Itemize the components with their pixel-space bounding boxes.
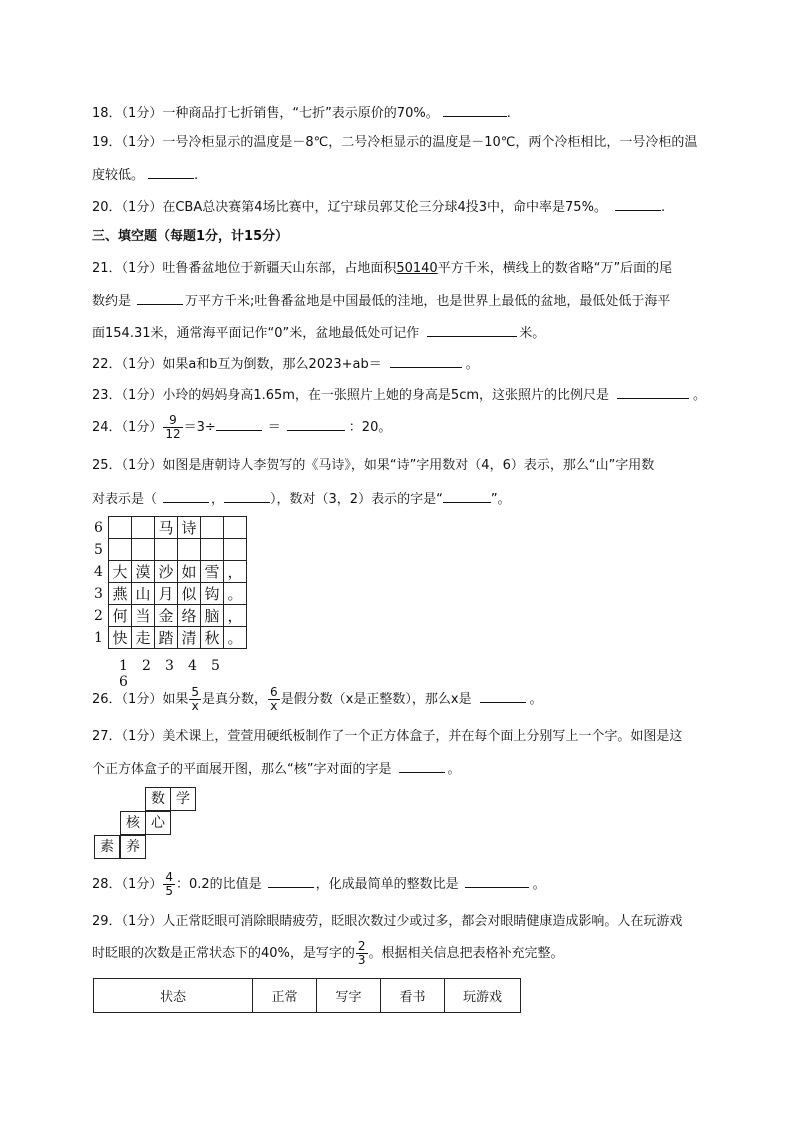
q29-number: 29．	[92, 914, 122, 929]
grid-cell	[224, 539, 247, 561]
q25-text-line1: 如图是唐朝诗人李贺写的《马诗》，如果“诗”字用数对（4，6）表示，那么“山”字用数	[162, 458, 655, 473]
q28-end: 。	[532, 877, 546, 892]
question-29-line2	[92, 940, 564, 968]
grid-cell: 。	[224, 627, 247, 649]
table-header-normal: 正常	[253, 979, 317, 1013]
q22-answer-blank[interactable]	[390, 353, 462, 368]
table-header-writing: 写字	[317, 979, 381, 1013]
q28-score: （1分）	[121, 877, 163, 892]
grid-cell: 雪	[201, 561, 224, 583]
question-28	[92, 871, 546, 899]
question-24	[92, 414, 391, 442]
q24-number: 24．	[92, 420, 122, 435]
q18-number: 18．	[92, 106, 122, 121]
grid-cell: ，	[224, 605, 247, 627]
net-cell-4: 心	[145, 811, 171, 835]
grid-cell: 燕	[109, 583, 132, 605]
q29-fraction	[356, 940, 368, 967]
q27-line2-b: 。	[447, 762, 461, 777]
section-3-heading	[92, 227, 288, 247]
q27-line2-a: 个正方体盒子的平面展开图，那么“核”字对面的字是	[92, 762, 392, 777]
q21-text-a: 吐鲁番盆地位于新疆天山东部，占地面积	[162, 261, 397, 276]
grid-col-label: 5	[211, 658, 220, 674]
grid-cell: 清	[178, 627, 201, 649]
q19-text-line1: 一号冷柜显示的温度是－8℃，二号冷柜显示的温度是－10℃，两个冷柜相比，一号冷柜的温	[162, 135, 698, 150]
grid-cell: 何	[109, 605, 132, 627]
question-21-line3	[92, 322, 545, 344]
poem-grid-table	[94, 516, 247, 649]
q20-score: （1分）	[121, 200, 163, 215]
q26-text-a: 如果	[162, 692, 189, 707]
question-21	[92, 259, 672, 279]
q24-fraction-denominator: 12	[165, 427, 181, 441]
net-cell-3: 核	[120, 811, 146, 835]
q26-number: 26．	[92, 692, 122, 707]
grid-cell	[201, 517, 224, 539]
q24-fraction-numerator: 9	[163, 414, 182, 428]
grid-cell: 似	[178, 583, 201, 605]
table-row	[94, 561, 247, 583]
question-19-line2	[92, 164, 198, 186]
q25-line2-c: ），数对（3，2）表示的字是“	[270, 492, 443, 507]
grid-cell	[201, 539, 224, 561]
q21-answer-blank-1[interactable]	[137, 290, 183, 305]
table-row	[94, 517, 247, 539]
grid-row-label: 1	[94, 629, 103, 646]
q19-end: .	[194, 168, 199, 183]
q25-line2-a: 对表示是（	[92, 492, 158, 507]
q29-score: （1分）	[121, 914, 163, 929]
q22-end: 。	[465, 357, 479, 372]
q20-text: 在CBA总决赛第4场比赛中，辽宁球员郭艾伦三分球4投3中，命中率是75%。	[162, 200, 607, 215]
table-row	[94, 979, 521, 1013]
q28-fraction-denominator: 5	[165, 884, 173, 898]
grid-cell: 走	[132, 627, 155, 649]
q20-answer-blank[interactable]	[615, 196, 661, 211]
q27-number: 27．	[92, 729, 122, 744]
grid-cell	[132, 517, 155, 539]
q25-answer-blank-2[interactable]	[224, 488, 270, 503]
question-21-line2	[92, 290, 670, 312]
section-3-title: 三、填空题（每题1分，计15分）	[92, 229, 289, 244]
q24-text-c: ：20。	[348, 420, 392, 435]
grid-cell: ，	[224, 561, 247, 583]
q24-text-b: ＝	[267, 420, 281, 435]
grid-cell: 山	[132, 583, 155, 605]
grid-cell	[109, 517, 132, 539]
grid-cell	[224, 517, 247, 539]
grid-cell: 如	[178, 561, 201, 583]
grid-cell: 当	[132, 605, 155, 627]
q27-answer-blank[interactable]	[399, 758, 445, 773]
q21-line3-a: 面154.31米，通常海平面记作“0”米，盆地最低处可记作	[92, 326, 420, 341]
question-23	[92, 384, 706, 406]
grid-row-label: 4	[94, 563, 103, 580]
grid-cell: 快	[109, 627, 132, 649]
q20-number: 20．	[92, 200, 122, 215]
q27-text-line1: 美术课上，萱萱用硬纸板制作了一个正方体盒子，并在每个面上分别写上一个字。如图是这	[162, 729, 683, 744]
q28-text-b: ，化成最简单的整数比是	[315, 877, 459, 892]
q18-end: .	[506, 106, 511, 121]
q22-number: 22．	[92, 357, 122, 372]
q28-answer-blank-2[interactable]	[465, 873, 529, 888]
grid-col-label: 2	[142, 658, 151, 674]
q24-answer-blank-2[interactable]	[287, 416, 345, 431]
q26-fraction-1-denominator: x	[191, 699, 199, 713]
q29-text-line1: 人正常眨眼可消除眼睛疲劳，眨眼次数过少或过多，都会对眼睛健康造成影响。人在玩游戏	[162, 914, 683, 929]
grid-cell: 沙	[155, 561, 178, 583]
question-18	[92, 102, 511, 124]
q26-fraction-2-denominator: x	[270, 699, 278, 713]
grid-cell: 钩	[201, 583, 224, 605]
q23-answer-blank[interactable]	[617, 384, 689, 399]
grid-cell: 秋	[201, 627, 224, 649]
grid-cell: 。	[224, 583, 247, 605]
q26-fraction-2-numerator: 6	[270, 685, 278, 699]
q28-number: 28．	[92, 877, 122, 892]
grid-row-label: 3	[94, 585, 103, 602]
table-row	[94, 627, 247, 649]
q25-answer-blank-3[interactable]	[443, 488, 491, 503]
question-20	[92, 196, 665, 218]
table-header-state: 状态	[94, 979, 253, 1013]
q22-text: 如果a和b互为倒数，那么2023+ab＝	[162, 357, 382, 372]
q21-text-b: 平方千米，横线上的数省略“万”后面的尾	[437, 261, 673, 276]
table-header-reading: 看书	[381, 979, 445, 1013]
q25-score: （1分）	[121, 458, 163, 473]
grid-cell: 络	[178, 605, 201, 627]
q21-line2-a: 数约是	[92, 294, 132, 309]
q20-end: .	[660, 200, 666, 215]
grid-cell: 脑	[201, 605, 224, 627]
q25-line2-d: ”。	[490, 492, 511, 507]
grid-cell: 大	[109, 561, 132, 583]
net-cell-1: 数	[145, 787, 171, 811]
grid-row-label: 6	[94, 519, 103, 536]
q23-score: （1分）	[121, 388, 163, 403]
question-25	[92, 456, 654, 476]
grid-col-label: 1	[119, 658, 128, 674]
question-29	[92, 912, 682, 932]
q21-score: （1分）	[121, 261, 163, 276]
grid-cell: 诗	[178, 517, 201, 539]
net-cell-2: 学	[170, 787, 196, 811]
blink-state-table	[93, 978, 521, 1013]
q24-fraction	[163, 414, 182, 441]
question-27-line2	[92, 758, 461, 780]
q23-end: 。	[693, 388, 707, 403]
q29-line2-a: 时眨眼的次数是正常状态下的40%，是写字的	[92, 946, 355, 961]
q29-fraction-numerator: 2	[357, 939, 366, 953]
table-row	[94, 583, 247, 605]
q24-answer-blank-1[interactable]	[216, 416, 262, 431]
table-row	[94, 539, 247, 561]
q19-number: 19．	[92, 135, 122, 150]
question-25-line2	[92, 488, 511, 510]
q19-text-line2: 度较低。	[92, 168, 145, 183]
q21-line3-b: 米。	[519, 326, 546, 341]
q25-answer-blank-1[interactable]	[163, 488, 209, 503]
net-cell-5: 素	[94, 835, 120, 859]
q24-text-a: ＝3÷	[183, 420, 216, 435]
q28-answer-blank-1[interactable]	[268, 873, 314, 888]
q21-answer-blank-2[interactable]	[427, 322, 517, 337]
question-22	[92, 353, 479, 375]
grid-col-label: 4	[188, 658, 197, 674]
grid-cell	[155, 539, 178, 561]
q26-fraction-1	[189, 686, 201, 713]
grid-cell	[178, 539, 201, 561]
grid-cell: 金	[155, 605, 178, 627]
q29-line2-b: 。根据相关信息把表格补充完整。	[368, 946, 564, 961]
question-19	[92, 133, 697, 153]
grid-col-label: 6	[119, 674, 128, 690]
q28-text-a: ：0.2的比值是	[175, 877, 262, 892]
grid-cell: 漠	[132, 561, 155, 583]
table-row	[94, 605, 247, 627]
q26-score: （1分）	[121, 692, 163, 707]
q18-text: 一种商品打七折销售，“七折”表示原价的70%。	[162, 106, 439, 121]
q26-answer-blank[interactable]	[480, 688, 526, 703]
q26-fraction-2	[268, 686, 280, 713]
table-header-gaming: 玩游戏	[445, 979, 521, 1013]
grid-cell	[132, 539, 155, 561]
q26-text-b: 是真分数，	[201, 692, 267, 707]
grid-cell: 踏	[155, 627, 178, 649]
grid-col-label: 3	[165, 658, 174, 674]
q19-answer-blank[interactable]	[148, 164, 194, 179]
question-27	[92, 727, 682, 747]
grid-row-label: 5	[94, 541, 103, 558]
grid-cell: 月	[155, 583, 178, 605]
q23-number: 23．	[92, 388, 122, 403]
q18-answer-blank[interactable]	[443, 102, 507, 117]
q26-text-c: 是假分数（x是正整数），那么x是	[280, 692, 472, 707]
q21-number-underlined: 50140	[396, 261, 438, 276]
q21-number: 21．	[92, 261, 122, 276]
q18-score: （1分）	[121, 106, 163, 121]
cube-net	[94, 787, 204, 863]
q26-fraction-1-numerator: 5	[191, 685, 199, 699]
q27-score: （1分）	[121, 729, 163, 744]
poem-grid	[94, 516, 247, 690]
question-26	[92, 686, 543, 714]
q28-fraction-numerator: 4	[165, 870, 173, 884]
q24-score: （1分）	[121, 420, 163, 435]
q23-text: 小玲的妈妈身高1.65m，在一张照片上她的身高是5cm，这张照片的比例尺是	[162, 388, 610, 403]
q26-end: 。	[529, 692, 543, 707]
q25-number: 25．	[92, 458, 122, 473]
q25-line2-b: ，	[211, 492, 225, 507]
grid-cell	[109, 539, 132, 561]
q22-score: （1分）	[121, 357, 163, 372]
q19-score: （1分）	[121, 135, 163, 150]
grid-row-label: 2	[94, 607, 103, 624]
net-cell-6: 养	[120, 835, 146, 859]
q29-fraction-denominator: 3	[357, 953, 366, 967]
q28-fraction	[163, 871, 175, 898]
grid-cell: 马	[155, 517, 178, 539]
q21-line2-b: 万平方千米;吐鲁番盆地是中国最低的洼地，也是世界上最低的盆地，最低处低于海平	[185, 294, 671, 309]
